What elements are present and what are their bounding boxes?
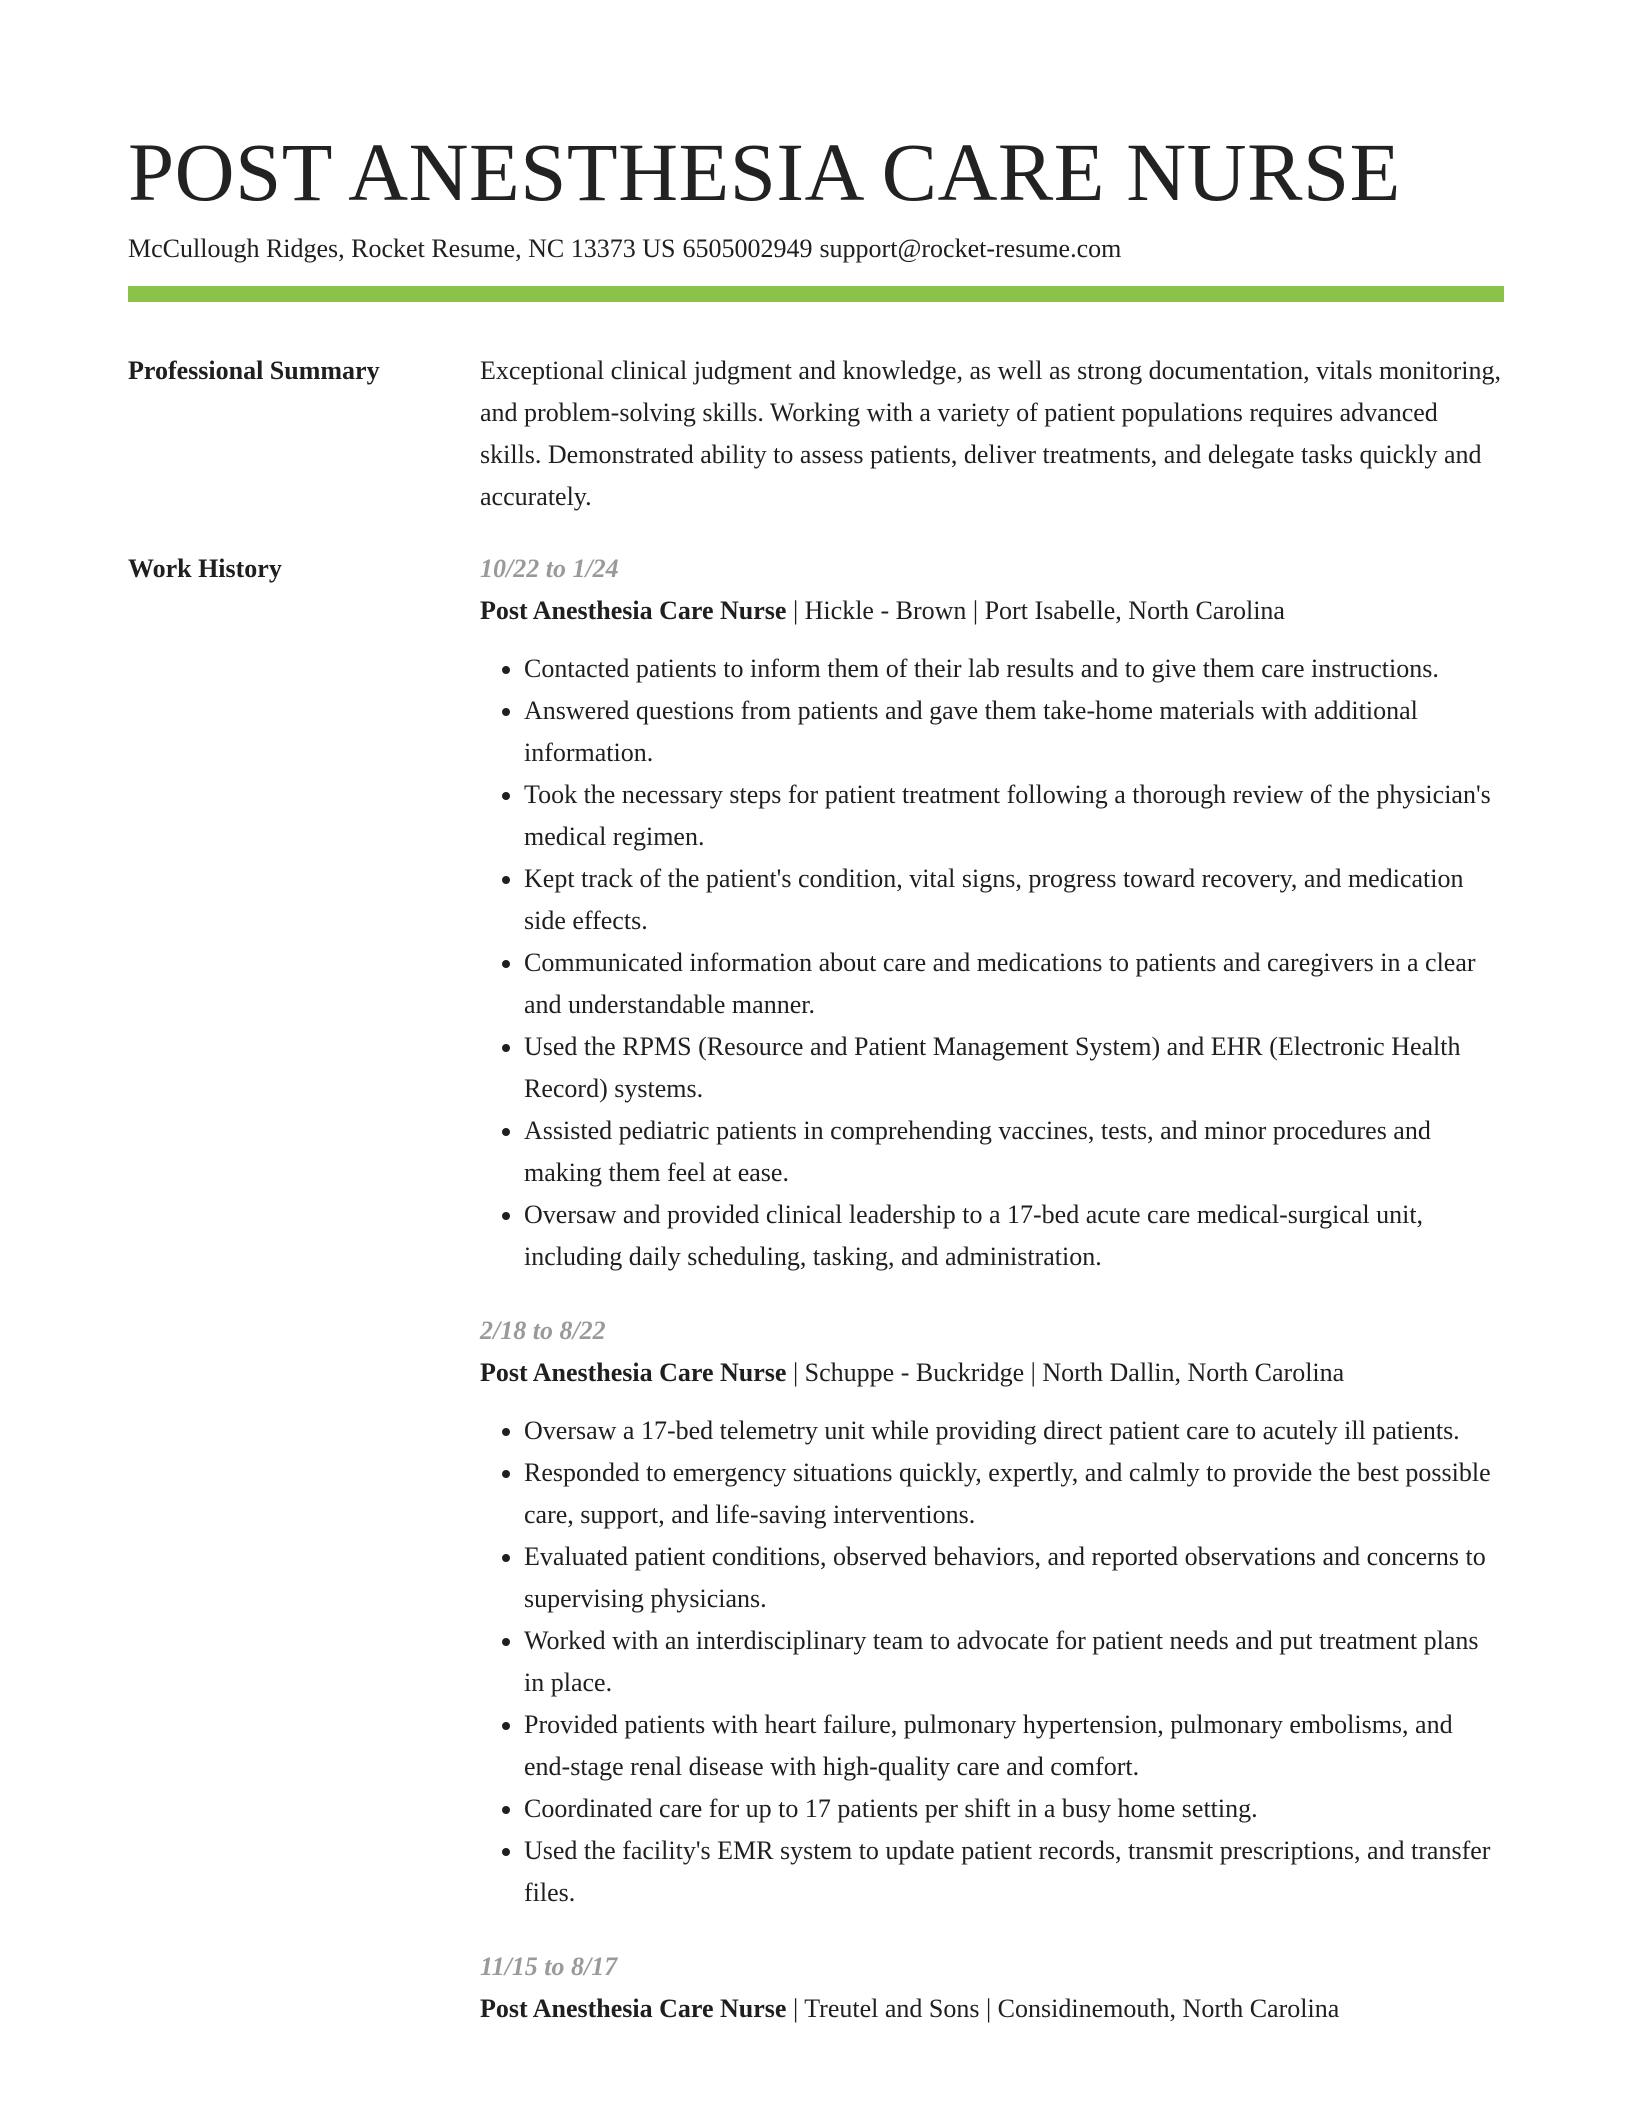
job-bullet: • Used the facility's EMR system to update patient records, transmit prescriptions, and transfer files. bbox=[524, 1830, 1504, 1914]
contact-line bbox=[128, 232, 1504, 266]
job-bullet: • Oversaw a 17-bed telemetry unit while providing direct patient care to acutely ill patients. bbox=[524, 1410, 1504, 1452]
section-heading-work-history: Work History bbox=[128, 554, 282, 583]
work-history-section bbox=[128, 548, 1504, 2030]
job-title: Post Anesthesia Care Nurse bbox=[480, 1994, 787, 2023]
job-dates: 10/22 to 1/24 bbox=[480, 554, 619, 583]
job-title: Post Anesthesia Care Nurse bbox=[480, 596, 787, 625]
resume-page bbox=[128, 124, 1504, 2030]
job-dates: 11/15 to 8/17 bbox=[480, 1952, 618, 1981]
resume-title: POST ANESTHESIA CARE NURSE bbox=[128, 126, 1401, 218]
job-title-line bbox=[480, 1988, 1504, 2030]
job-bullet-list bbox=[480, 648, 1504, 1278]
job-bullet: • Coordinated care for up to 17 patients per shift in a busy home setting. bbox=[524, 1788, 1504, 1830]
work-history-body bbox=[480, 548, 1504, 2030]
job-employer-location: | Treutel and Sons | Considinemouth, North Carolina bbox=[786, 1994, 1340, 2023]
job-bullet: • Assisted pediatric patients in comprehending vaccines, tests, and minor procedures and making them feel at ease. bbox=[524, 1110, 1504, 1194]
job-bullet: • Took the necessary steps for patient treatment following a thorough review of the physician's medical regimen. bbox=[524, 774, 1504, 858]
job-bullet: • Provided patients with heart failure, pulmonary hypertension, pulmonary embolisms, and end-stage renal disease with high-quality care and comfort. bbox=[524, 1704, 1504, 1788]
job-bullet: • Worked with an interdisciplinary team to advocate for patient needs and put treatment plans in place. bbox=[524, 1620, 1504, 1704]
job-entry bbox=[480, 548, 1504, 1278]
job-bullet: • Contacted patients to inform them of their lab results and to give them care instructions. bbox=[524, 648, 1504, 690]
job-bullet: • Kept track of the patient's condition, vital signs, progress toward recovery, and medication side effects. bbox=[524, 858, 1504, 942]
summary-text: Exceptional clinical judgment and knowledge, as well as strong documentation, vitals monitoring, and problem-solving skills. Working with a variety of patient populations requires advanced skills. Demonstrated ability to assess patients, deliver treatments, and delegate tasks quickly and accurately. bbox=[480, 356, 1501, 511]
job-title-line bbox=[480, 1352, 1504, 1394]
contact-email: support@rocket-resume.com bbox=[819, 234, 1122, 263]
job-dates: 2/18 to 8/22 bbox=[480, 1316, 606, 1345]
job-employer-location: | Schuppe - Buckridge | North Dallin, North Carolina bbox=[786, 1358, 1345, 1387]
section-heading-summary: Professional Summary bbox=[128, 356, 380, 385]
contact-address: McCullough Ridges, Rocket Resume, NC 13373 US bbox=[128, 234, 676, 263]
contact-phone: 6505002949 bbox=[682, 234, 813, 263]
job-bullet: • Responded to emergency situations quickly, expertly, and calmly to provide the best possible care, support, and life-saving interventions. bbox=[524, 1452, 1504, 1536]
job-bullet: • Oversaw and provided clinical leadership to a 17-bed acute care medical-surgical unit, including daily scheduling, tasking, and administration. bbox=[524, 1194, 1504, 1278]
header-divider bbox=[128, 286, 1504, 302]
job-entry bbox=[480, 1310, 1504, 1914]
professional-summary-section bbox=[128, 350, 1504, 518]
job-bullet: • Answered questions from patients and gave them take-home materials with additional information. bbox=[524, 690, 1504, 774]
job-bullet: • Communicated information about care and medications to patients and caregivers in a clear and understandable manner. bbox=[524, 942, 1504, 1026]
job-employer-location: | Hickle - Brown | Port Isabelle, North Carolina bbox=[786, 596, 1285, 625]
job-bullet: • Used the RPMS (Resource and Patient Management System) and EHR (Electronic Health Record) systems. bbox=[524, 1026, 1504, 1110]
job-bullet: • Evaluated patient conditions, observed behaviors, and reported observations and concerns to supervising physicians. bbox=[524, 1536, 1504, 1620]
job-entry bbox=[480, 1946, 1504, 2030]
job-bullet-list bbox=[480, 1410, 1504, 1914]
job-title-line bbox=[480, 590, 1504, 632]
job-title: Post Anesthesia Care Nurse bbox=[480, 1358, 787, 1387]
summary-body bbox=[480, 350, 1504, 518]
